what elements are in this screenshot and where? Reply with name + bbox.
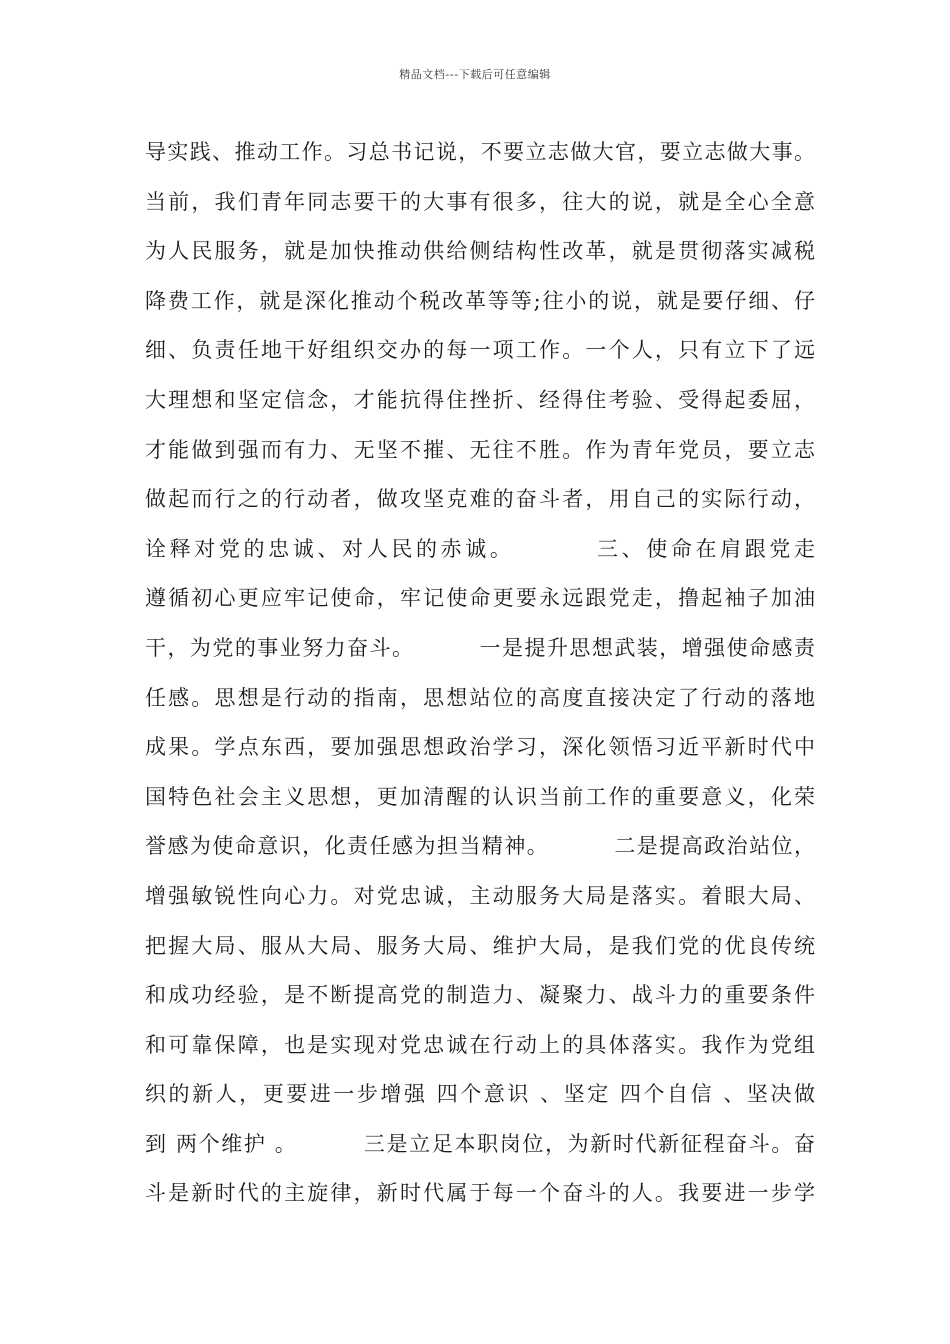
text-line: 降费工作，就是深化推动个税改革等等;往小的说，就是要仔细、仔 bbox=[145, 288, 815, 313]
text-line: 导实践、推动工作。习总书记说，不要立志做大官，要立志做大事。 bbox=[145, 140, 815, 164]
text-line: 成果。学点东西，要加强思想政治学习，深化领悟习近平新时代中 bbox=[145, 735, 815, 760]
text-line: 任感。思想是行动的指南，思想站位的高度直接决定了行动的落地 bbox=[145, 685, 815, 710]
text-line: 和成功经验，是不断提高党的制造力、凝聚力、战斗力的重要条件 bbox=[145, 983, 815, 1008]
body-text bbox=[145, 128, 815, 1219]
text-line: 才能做到强而有力、无坚不摧、无往不胜。作为青年党员，要立志 bbox=[145, 437, 815, 462]
text-line: 干，为党的事业努力奋斗。 一是提升思想武装，增强使命感责 bbox=[145, 635, 815, 660]
text-line: 国特色社会主义思想，更加清醒的认识当前工作的重要意义，化荣 bbox=[145, 784, 815, 809]
text-line: 斗是新时代的主旋律，新时代属于每一个奋斗的人。我要进一步学 bbox=[145, 1181, 815, 1206]
text-line: 当前，我们青年同志要干的大事有很多，往大的说，就是全心全意 bbox=[145, 189, 815, 214]
text-line: 细、负责任地干好组织交办的每一项工作。一个人，只有立下了远 bbox=[145, 338, 815, 363]
text-line: 做起而行之的行动者，做攻坚克难的奋斗者，用自己的实际行动， bbox=[145, 487, 815, 512]
text-line: 诠释对党的忠诚、对人民的赤诚。 三、使命在肩跟党走 bbox=[145, 536, 815, 561]
text-line: 誉感为使命意识，化责任感为担当精神。 二是提高政治站位， bbox=[145, 834, 815, 859]
text-line: 遵循初心更应牢记使命，牢记使命更要永远跟党走，撸起袖子加油 bbox=[145, 586, 815, 611]
text-line: 增强敏锐性向心力。对党忠诚，主动服务大局是落实。着眼大局、 bbox=[145, 883, 815, 908]
text-line: 大理想和坚定信念，才能抗得住挫折、经得住考验、受得起委屈， bbox=[145, 387, 815, 412]
text-line: 把握大局、服从大局、服务大局、维护大局，是我们党的优良传统 bbox=[145, 933, 815, 958]
text-line: 为人民服务，就是加快推动供给侧结构性改革，就是贯彻落实减税 bbox=[145, 239, 815, 264]
page-header: 精品文档---下载后可任意编辑 bbox=[399, 68, 551, 81]
text-line: 和可靠保障，也是实现对党忠诚在行动上的具体落实。我作为党组 bbox=[145, 1032, 815, 1057]
text-line: 织的新人，更要进一步增强 四个意识 、坚定 四个自信 、坚决做 bbox=[145, 1082, 815, 1107]
text-line: 到 两个维护 。 三是立足本职岗位，为新时代新征程奋斗。奋 bbox=[145, 1131, 815, 1156]
